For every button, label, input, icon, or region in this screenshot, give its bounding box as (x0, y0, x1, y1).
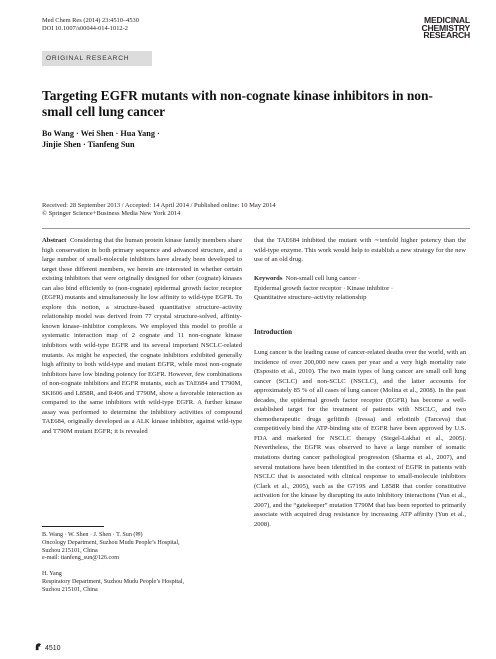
introduction-heading: Introduction (254, 328, 292, 336)
affil-b-city: Suzhou 215101, China (42, 586, 98, 593)
header-divider (42, 228, 470, 229)
copyright-line: © Springer Science+Business Media New York 2014 (42, 210, 181, 217)
authors-line-2: Jinjie Shen · Tianfeng Sun (42, 139, 135, 149)
page-footer (34, 642, 61, 653)
affiliations (42, 532, 242, 595)
brand-line-3: RESEARCH (423, 30, 470, 41)
journal-citation: Med Chem Res (2014) 23:4510–4530 (42, 17, 139, 24)
publication-dates (42, 202, 462, 218)
keywords-line-2: Epidermal growth factor receptor · Kinase inhibitor · (254, 284, 394, 292)
affil-a-dept: Oncology Department, Suzhou Mudu People’s Hospital, (42, 539, 180, 546)
affil-b-names: H. Yang (42, 571, 62, 578)
affil-a-city: Suzhou 215101, China (42, 547, 98, 554)
doi: DOI 10.1007/s00044-014-1012-2 (42, 25, 128, 32)
springer-horse-icon (34, 642, 43, 651)
keywords-line-1: Non-small cell lung cancer · (285, 275, 361, 282)
abstract-block (42, 236, 242, 436)
journal-logo (422, 17, 471, 40)
abstract-heading: Abstract (42, 237, 67, 244)
brand-line-1: MEDICINAL (424, 15, 470, 25)
authors-line-1: Bo Wang · Wei Shen · Hua Yang · (42, 129, 160, 138)
page-number: 4510 (45, 645, 61, 652)
brand-line-2: CHEMISTRY (421, 22, 470, 33)
keywords-line-3: Quantitative structure–activity relationship (254, 294, 367, 302)
affil-b-dept: Respiratory Department, Suzhou Mudu People’s Hospital, (42, 578, 184, 585)
abstract-continuation: that the TAE684 inhibited the mutant with ∼tenfold higher potency than the wild-type enzyme. This work would help to establish a new strategy for the new use of an old drug. (254, 237, 466, 264)
footnote-rule (42, 526, 104, 527)
affil-a-names: B. Wang · W. Shen · J. Shen · T. Sun (✉) (42, 532, 143, 538)
keywords-heading: Keywords (254, 275, 283, 282)
authors (42, 129, 342, 150)
dates-line-1: Received: 28 September 2013 / Accepted: 14 April 2014 / Published online: 10 May 2014 (42, 202, 276, 209)
introduction-text: Lung cancer is the leading cause of cancer-related deaths over the world, with an incidence of over 200,000 new cases per year and a very high mortality rate (Esposito et al., 2010). The two main types of lung cancer are small cell lung cancer (SCLC) and non-SCLC (NSCLC), and the latter accounts for approximately 85 % of all cases of lung cancer (Molina et al., 2008). In the past decades, the epidermal growth factor receptor (EGFR) has become a well-established target for the treatment of patients with NSCLC, and two chemotherapeutic drugs gefitinib (Iressa) and erlotinib (Tarceva) that competitively bind the ATP-binding site of EGFR have been approved by U.S. FDA and marketed for NSCLC therapy (Siegel-Lakhai et al., 2005). Nevertheless, the EGFR was observed to have a large number of somatic mutations during cancer pathological progression (Sharma et al., 2007), and several mutations have been identified in the context of EGFR in patients with NSCLC that is associated with clinical response to small-molecule inhibitors (Clark et al., 2005), such as the G719S and L858R that confer constitutive activation for the kinase by disrupting its auto inhibitory interactions (Yun et al., 2007), and the “gatekeeper” mutation T790M that has been reported to primarily associate with acquired drug resistance by increasing ATP affinity (Yun et al., 2008). (254, 349, 466, 528)
affil-a-email[interactable]: e-mail: tianfeng_sun@126.com (42, 555, 120, 562)
abstract-text: Considering that the human protein kinase family members share high conservation in both primary sequence and advanced structure, and a large number of small-molecule inhibitors have already been developed to target these different members, we herein are interested in whether certain existing inhibitors that were originally designed for other (cognate) kinases can also bind efficiently to (non-cognate) epidermal growth factor receptor (EGFR) mutants and simultaneously lie low affinity to wild-type EGFR. To explore this notion, a structure-based quantitative structure–activity relationship model was derived from 77 crystal structure-solved, affinity-known kinase–inhibitor complexes. We employed this model to profile a systematic interaction map of 2 cognate and 11 non-cognate kinase inhibitors with wild-type EGFR and its several important NSCLC-related mutants. As might be expected, the cognate inhibitors exhibited generally high affinity to both wild-type and mutant EGFR, while most non-cognate inhibitors have low binding potency for EGFR. However, few combinations of non-cognate inhibitors and EGFR mutants, such as TAE684 and T790M, SKI606 and L858R, and R406 and T790M, show a favorable interaction as compared to the same inhibitors with wild-type EGFR. A further kinase assay was performed to determine the inhibitory activities of compound TAE684, originally developed as a ALK kinase inhibitor, against wild-type and T790M mutant EGFR; it is revealed (42, 237, 242, 435)
keywords-block (254, 274, 466, 303)
section-label: ORIGINAL RESEARCH (42, 51, 152, 66)
journal-header (42, 17, 139, 33)
paper-title: Targeting EGFR mutants with non-cognate kinase inhibitors in non-small cell lung cancer (42, 88, 433, 119)
